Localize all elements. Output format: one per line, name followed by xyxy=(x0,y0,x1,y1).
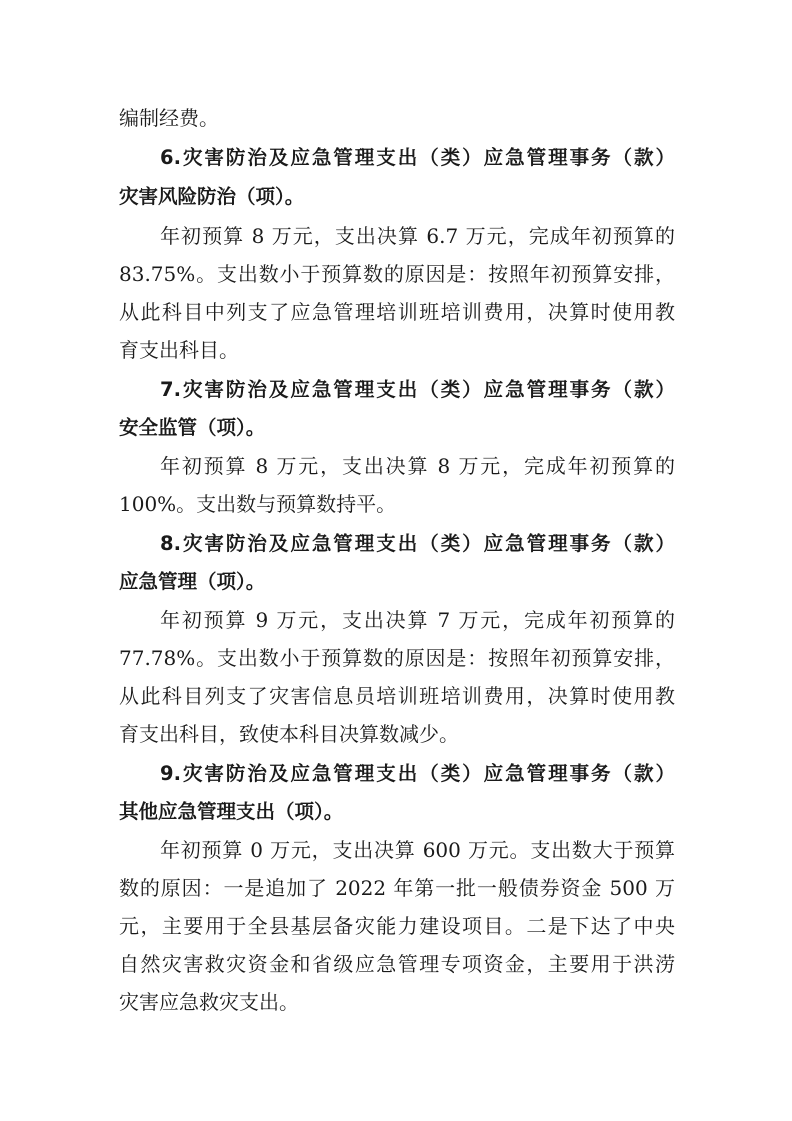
body-text-line: 灾害应急救灾支出。 xyxy=(119,990,299,1014)
section-heading-8-cont: 应急管理（项）。 xyxy=(119,570,266,593)
body-text-line: 编制经费。 xyxy=(119,106,219,130)
body-text-line: 年初预算 8 万元，支出决算 8 万元，完成年初预算的 xyxy=(160,454,675,478)
body-text-line: 83.75%。支出数小于预算数的原因是：按照年初预算安排， xyxy=(119,262,675,286)
body-text-line: 从此科目列支了灾害信息员培训班培训费用，决算时使用教 xyxy=(119,684,675,708)
body-text-line: 年初预算 0 万元，支出决算 600 万元。支出数大于预算 xyxy=(160,838,675,862)
body-text-line: 育支出科目。 xyxy=(119,338,239,362)
section-heading-8: 8.灾害防治及应急管理支出（类）应急管理事务（款） xyxy=(160,532,675,555)
section-heading-6: 6.灾害防治及应急管理支出（类）应急管理事务（款） xyxy=(160,146,675,169)
body-text-line: 年初预算 8 万元，支出决算 6.7 万元，完成年初预算的 xyxy=(160,224,675,248)
section-heading-7-cont: 安全监管（项）。 xyxy=(119,416,266,439)
body-text-line: 育支出科目，致使本科目决算数减少。 xyxy=(119,722,459,746)
body-text-line: 自然灾害救灾资金和省级应急管理专项资金，主要用于洪涝 xyxy=(119,952,675,976)
section-heading-9: 9.灾害防治及应急管理支出（类）应急管理事务（款） xyxy=(160,762,675,785)
section-heading-9-cont: 其他应急管理支出（项）。 xyxy=(119,800,344,823)
body-text-line: 年初预算 9 万元，支出决算 7 万元，完成年初预算的 xyxy=(160,608,675,632)
body-text-line: 数的原因：一是追加了 2022 年第一批一般债券资金 500 万 xyxy=(119,876,675,900)
body-text-line: 77.78%。支出数小于预算数的原因是：按照年初预算安排， xyxy=(119,646,675,670)
body-text-line: 从此科目中列支了应急管理培训班培训费用，决算时使用教 xyxy=(119,300,675,324)
body-text-line: 100%。支出数与预算数持平。 xyxy=(119,492,397,516)
section-heading-6-cont: 灾害风险防治（项）。 xyxy=(119,185,305,208)
body-text-line: 元，主要用于全县基层备灾能力建设项目。二是下达了中央 xyxy=(119,914,675,938)
section-heading-7: 7.灾害防治及应急管理支出（类）应急管理事务（款） xyxy=(160,378,675,401)
